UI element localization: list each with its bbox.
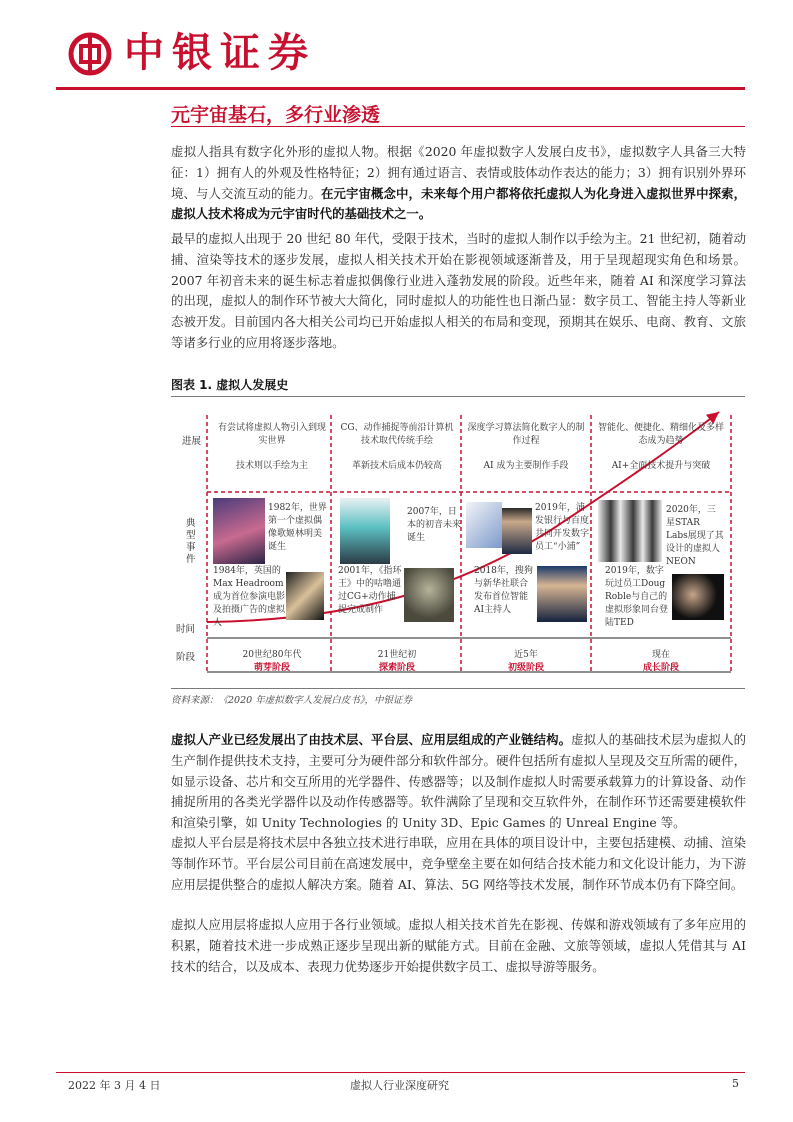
col4-event-b: 2019年，数字玩过员工Doug Roble与自己的虚拟形象同台登陆TED [605, 566, 669, 628]
col1-event-b: 1984年，英国的Max Headroom成为首位参演电影及拍摄广告的虚拟人 [213, 566, 286, 628]
col4-progress-top: 智能化、便捷化、精细化及多样态成为趋势 [598, 423, 725, 446]
col2-progress-bottom: 革新技术后成本仍较高 [351, 461, 442, 471]
figure-title: 图表 1. 虚拟人发展史 [171, 378, 289, 392]
footer-rule [56, 1072, 745, 1073]
page-number: 5 [732, 1077, 739, 1090]
col2-event-a: 2007年，日本的初音未来诞生 [407, 507, 462, 543]
col3-event-a: 2019年，浦发银行与百度共同开发数字员工“小浦” [535, 503, 590, 552]
row-label-events: 典型事件 [186, 518, 196, 565]
paragraph-4: 虚拟人平台层是将技术层中各独立技术进行串联，应用在具体的项目设计中，主要包括建模、动捕、渲染等制作环节。平台层公司目前在高速发展中，竞争壁垒主要在如何结合技术能力和文化设计能力，为下游应用层提供整合的虚拟人解决方案。随着 AI、算法、5G 网络等技术发展，制作环节成本仍有下降空间。 [171, 835, 746, 892]
paragraph-1: 虚拟人指具有数字化外形的虚拟人物。根据《2020 年虚拟数字人发展白皮书》，虚拟数字人具备三大特征：1）拥有人的外观及性格特征；2）拥有通过语言、表情或肢体动作表达的能力；3）拥有识别外界环境、与人交流互动的能力。在元宇宙概念中，未来每个用户都将依托虚拟人为化身进入虚拟世界中探索，虚拟人技术将成为元宇宙时代的基础技术之一。 [171, 144, 747, 222]
photo-doug-roble [672, 574, 724, 620]
row-label-time: 时间 [176, 624, 196, 635]
photo-ai-anchor [537, 566, 587, 622]
col1-stage: 萌芽阶段 [253, 663, 290, 673]
photo-neon [598, 500, 662, 562]
header-rule [56, 87, 745, 90]
col2-time: 21世纪初 [377, 650, 417, 660]
photo-xiaopu [502, 508, 532, 554]
paragraph-2: 最早的虚拟人出现于 20 世纪 80 年代，受限于技术，当时的虚拟人制作以手绘为主。21 世纪初，随着动捕、渲染等技术的逐步发展，虚拟人相关技术开始在影视领域逐渐普及，用于呈现超现实角色和场景。2007 年初音未来的诞生标志着虚拟偶像行业进入蓬勃发展的阶段。近些年来，随着 AI 和深度学习算法的出现，虚拟人的制作环节被大大简化，同时虚拟人的功能性也日渐凸显：数字员工、智能主持人等新业态被开发。目前国内各大相关公司均已开始虚拟人相关的布局和变现，预期其在娱乐、电商、教育、文旅等诸多行业的应用将逐步落地。 [171, 231, 747, 350]
col1-progress-bottom: 技术则以手绘为主 [235, 461, 308, 471]
section-heading: 元宇宙基石，多行业渗透 [171, 104, 381, 126]
footer-date: 2022 年 3 月 4 日 [68, 1079, 161, 1092]
col3-event-b: 2018年，搜狗与新华社联合发布首位智能AI主持人 [474, 566, 533, 615]
col3-time: 近5年 [514, 650, 538, 660]
photo-lin-ming-mei [213, 498, 265, 564]
paragraph-5: 虚拟人应用层将虚拟人应用于各行业领域。虚拟人相关技术首先在影视、传媒和游戏领域有了多年应用的积累，随着技术进一步成熟正逐步呈现出新的赋能方式。目前在金融、文旅等领域，虚拟人凭借其与 AI 技术的结合，以及成本、表现力优势逐步开始提供数字员工、虚拟导游等服务。 [171, 917, 746, 974]
col4-progress-bottom: AI+全面技术提升与突破 [611, 461, 711, 471]
col1-progress-top: 有尝试将虚拟人物引入到现实世界 [217, 423, 326, 446]
row-label-stage: 阶段 [176, 652, 196, 663]
col2-stage: 探索阶段 [378, 663, 415, 673]
col1-time: 20世纪80年代 [242, 650, 302, 660]
col1-event-a: 1982年，世界第一个虚拟偶像歌姬林明美诞生 [268, 503, 327, 552]
paragraph-3: 虚拟人产业已经发展出了由技术层、平台层、应用层组成的产业链结构。虚拟人的基础技术层为虚拟人的生产制作提供技术支持，主要可分为硬件部分和软件部分。硬件包括所有虚拟人呈现及交互所需的硬件，如显示设备、芯片和交互所用的光学器件、传感器等；以及制作虚拟人时需要承载算力的计算设备、动作捕捉所用的各类光学器件以及动作传感器等。软件满除了呈现和交互软件外，在制作环节还需要建模软件和渲染引擎，如 Unity Technologies 的 Unity 3D、Epic Games 的 Unreal Engine 等。 [171, 732, 747, 831]
col3-stage: 初级阶段 [507, 663, 544, 673]
photo-hatsune-miku [340, 498, 390, 564]
row-label-progress: 进展 [182, 436, 202, 447]
photo-gollum [404, 568, 454, 622]
footer-title: 虚拟人行业深度研究 [350, 1079, 449, 1092]
heading-rule [171, 126, 745, 127]
photo-max-headroom [286, 572, 324, 620]
photo-xiaopu-screen [466, 502, 502, 548]
bank-of-china-logo-icon [68, 32, 112, 76]
figure-bottom-rule [171, 688, 745, 689]
col3-progress-top: 深度学习算法简化数字人的制作过程 [467, 423, 585, 446]
col2-event-b: 2001年，《指环王》中的咕噜通过CG+动作捕捉完成制作 [338, 566, 402, 615]
col4-time: 现在 [651, 650, 670, 660]
col3-progress-bottom: AI 成为主要制作手段 [483, 461, 569, 471]
col2-progress-top: CG、动作捕捉等前沿计算机技术取代传统手绘 [340, 423, 454, 446]
col4-stage: 成长阶段 [642, 663, 679, 673]
col4-event-a: 2020年，三星STAR Labs展现了其设计的虚拟人NEON [666, 505, 724, 567]
brand-name: 中银证券 [124, 30, 316, 76]
figure-source: 资料来源：《2020 年虚拟数字人发展白皮书》，中银证券 [171, 695, 412, 706]
figure-top-rule [171, 396, 745, 397]
